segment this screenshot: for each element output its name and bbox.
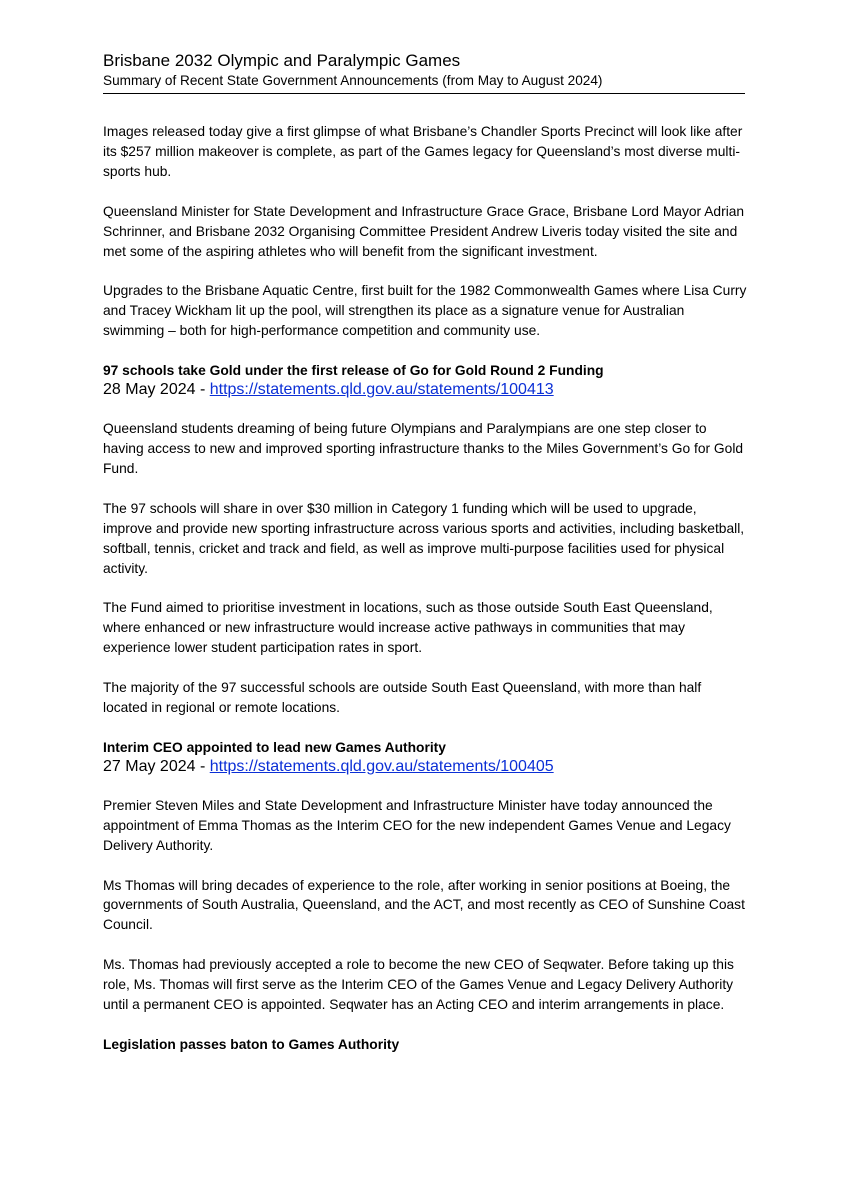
section-heading: Interim CEO appointed to lead new Games Authority xyxy=(103,739,446,755)
statement-link[interactable]: https://statements.qld.gov.au/statements/100413 xyxy=(209,381,554,399)
section-date: 28 May 2024 - xyxy=(103,381,210,399)
section-dateline xyxy=(103,381,748,399)
intro-paragraph: Queensland Minister for State Development and Infrastructure Grace Grace, Brisbane Lord Mayor Adrian Schrinner, and Brisbane 2032 Organising Committee President Andrew Liveris today visited the site and met some of the aspiring athletes who will benefit from the significant investment. xyxy=(103,203,745,259)
section-dateline xyxy=(103,758,748,776)
intro-paragraph: Upgrades to the Brisbane Aquatic Centre, first built for the 1982 Commonwealth Games where Lisa Curry and Tracey Wickham lit up the pool, will strengthen its place as a signature venue for Australian swimming – both for high-performance competition and community use. xyxy=(103,283,747,339)
document-subtitle: Summary of Recent State Government Announcements (from May to August 2024) xyxy=(103,73,603,88)
section-paragraph: Ms. Thomas had previously accepted a role to become the new CEO of Seqwater. Before taking up this role, Ms. Thomas will first serve as the Interim CEO of the Games Venue and Legacy Delivery Authority until a permanent CEO is appointed. Seqwater has an Acting CEO and interim arrangements in place. xyxy=(103,957,734,1013)
section-paragraph: The 97 schools will share in over $30 million in Category 1 funding which will be used to upgrade, improve and provide new sporting infrastructure across various sports and activities, including basketball, softball, tennis, cricket and track and field, as well as improve multi-purpose facilities used for physical activity. xyxy=(103,500,745,576)
header-divider xyxy=(103,93,745,94)
section-date: 27 May 2024 - xyxy=(103,757,210,775)
section-heading: 97 schools take Gold under the first release of Go for Gold Round 2 Funding xyxy=(103,363,604,379)
statement-link[interactable]: https://statements.qld.gov.au/statements/100405 xyxy=(209,757,554,775)
section-paragraph: Queensland students dreaming of being future Olympians and Paralympians are one step closer to having access to new and improved sporting infrastructure thanks to the Miles Government’s Go for Gold Fund. xyxy=(103,421,744,476)
page-header xyxy=(103,50,745,94)
section-paragraph: The majority of the 97 successful schools are outside South East Queensland, with more than half located in regional or remote locations. xyxy=(103,680,702,716)
section-paragraph: The Fund aimed to prioritise investment in locations, such as those outside South East Queensland, where enhanced or new infrastructure would increase active pathways in communities that may experience lower student participation rates in sport. xyxy=(103,600,713,656)
section-paragraph: Ms Thomas will bring decades of experience to the role, after working in senior positions at Boeing, the governments of South Australia, Queensland, and the ACT, and most recently as CEO of Sunshine Coast Council. xyxy=(103,877,745,933)
section-paragraph: Premier Steven Miles and State Development and Infrastructure Minister have today announced the appointment of Emma Thomas as the Interim CEO for the new independent Games Venue and Legacy Delivery Authority. xyxy=(103,797,731,853)
document-title: Brisbane 2032 Olympic and Paralympic Games xyxy=(103,51,461,70)
section-heading: Legislation passes baton to Games Authority xyxy=(103,1037,400,1052)
document-body xyxy=(103,122,748,1055)
intro-paragraph: Images released today give a first glimpse of what Brisbane’s Chandler Sports Precinct will look like after its $257 million makeover is complete, as part of the Games legacy for Queensland’s most diverse multi-sports hub. xyxy=(103,124,743,179)
